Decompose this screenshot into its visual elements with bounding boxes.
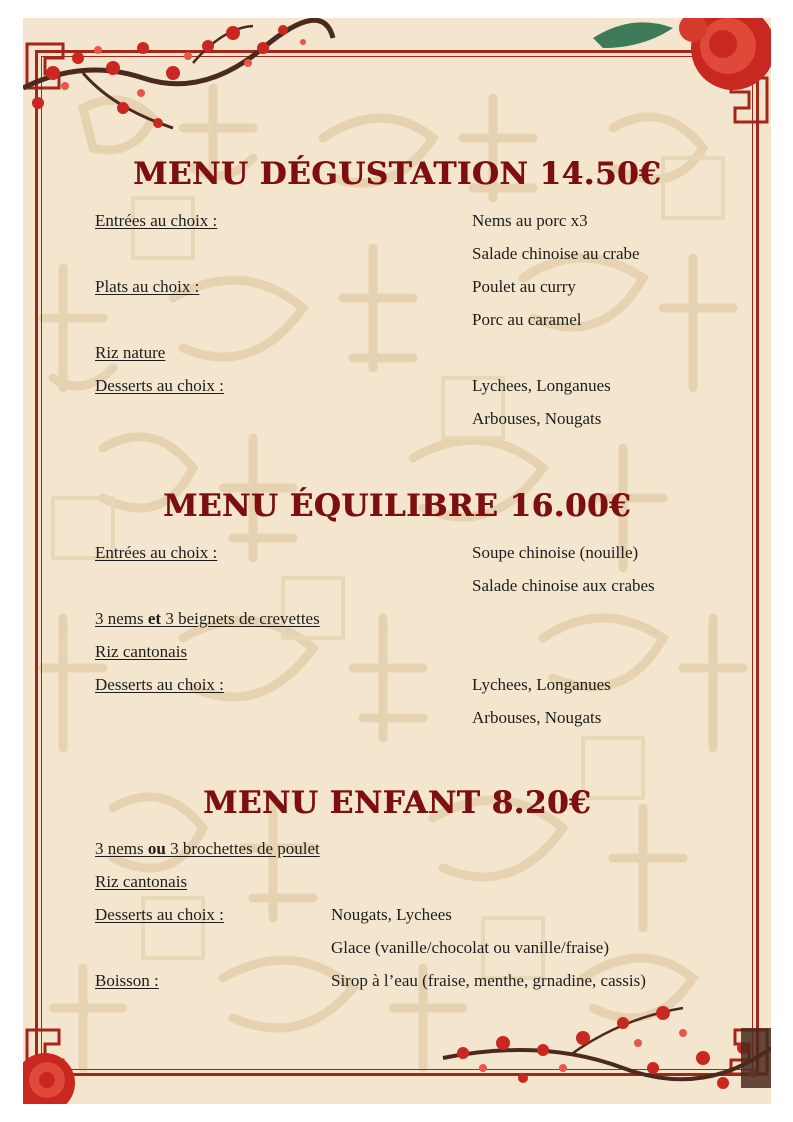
label-text: 3 nems <box>95 839 148 858</box>
label-bold: et <box>147 609 162 628</box>
row-label: Boisson : <box>95 971 159 990</box>
row-label <box>95 839 320 859</box>
menu-degustation-title: MENU DÉGUSTATION 14.50€ <box>132 156 662 192</box>
row-value: Nougats, Lychees <box>331 905 452 924</box>
row-label: Entrées au choix : <box>95 543 218 562</box>
row-label <box>95 609 320 629</box>
row-label: Desserts au choix : <box>95 675 224 694</box>
row-value: Soupe chinoise (nouille) <box>472 543 639 562</box>
row-label: Riz nature <box>95 343 166 362</box>
row-label: Desserts au choix : <box>95 905 224 924</box>
menu-content <box>23 18 771 1104</box>
row-label: Desserts au choix : <box>95 376 224 395</box>
row-value: Poulet au curry <box>472 277 576 296</box>
row-value: Salade chinoise aux crabes <box>472 576 655 595</box>
menu-enfant-title: MENU ENFANT 8.20€ <box>202 785 592 821</box>
row-value: Nems au porc x3 <box>472 211 588 230</box>
menu-equilibre-title: MENU ÉQUILIBRE 16.00€ <box>162 488 632 524</box>
row-value: Arbouses, Nougats <box>472 409 602 428</box>
row-label: Riz cantonais <box>95 872 188 891</box>
label-text: 3 beignets de crevettes <box>161 609 320 628</box>
label-text: 3 brochettes de poulet <box>165 839 320 858</box>
row-value: Glace (vanille/chocolat ou vanille/fraise) <box>331 938 610 957</box>
row-value: Salade chinoise au crabe <box>472 244 640 263</box>
row-value: Arbouses, Nougats <box>472 708 602 727</box>
row-value: Lychees, Longanues <box>472 376 611 395</box>
row-value: Porc au caramel <box>472 310 582 329</box>
row-value: Lychees, Longanues <box>472 675 611 694</box>
menu-page <box>23 18 771 1104</box>
row-label: Plats au choix : <box>95 277 200 296</box>
row-value: Sirop à l’eau (fraise, menthe, grnadine, cassis) <box>331 971 646 990</box>
row-label: Riz cantonais <box>95 642 188 661</box>
label-bold: ou <box>147 839 166 858</box>
row-label: Entrées au choix : <box>95 211 218 230</box>
label-text: 3 nems <box>95 609 148 628</box>
